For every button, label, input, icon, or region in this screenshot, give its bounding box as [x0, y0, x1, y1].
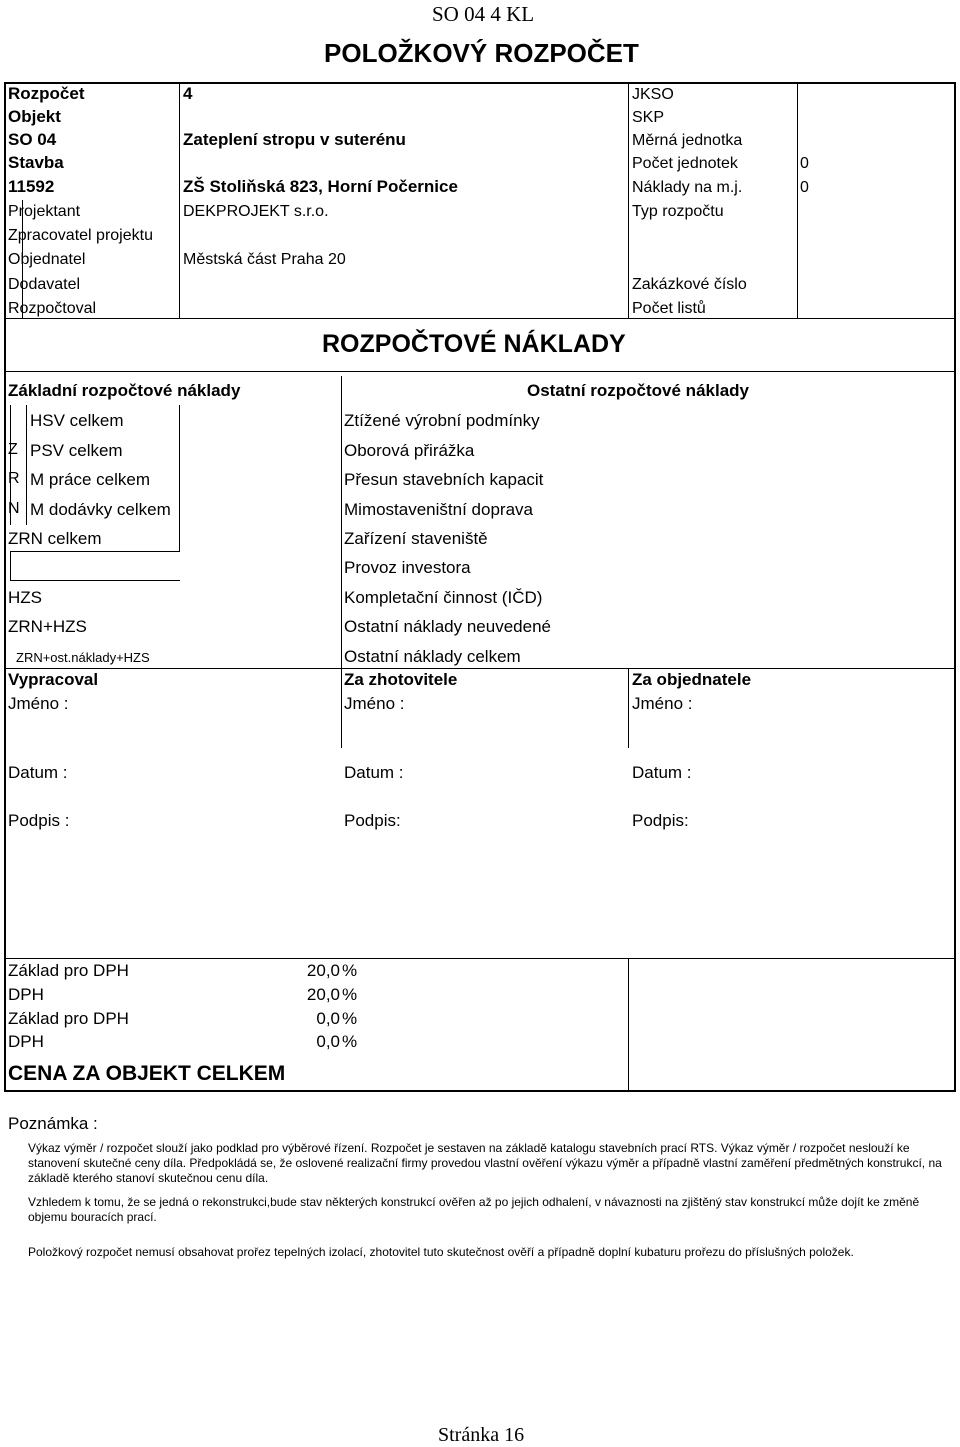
header-right-label: Měrná jednotka	[632, 132, 743, 149]
header-label: Objekt	[8, 107, 61, 126]
other-cost-item: Mimostaveništní doprava	[344, 500, 533, 519]
header-right-label: JKSO	[632, 86, 674, 103]
header-value: 4	[183, 84, 193, 103]
sig-name: Jméno :	[8, 694, 69, 713]
vat-label: DPH	[8, 1032, 44, 1051]
basic-cost-item: HZS	[8, 588, 42, 607]
sig-title-client: Za objednatele	[632, 670, 752, 689]
header-right-label: Počet jednotek	[632, 155, 738, 172]
sig-signature: Podpis:	[632, 811, 689, 830]
page-number: Stránka 16	[438, 1424, 525, 1446]
header-value: ZŠ Stoliňská 823, Horní Počernice	[183, 177, 458, 196]
vat-value: 0,0	[316, 1032, 340, 1051]
header-label: Dodavatel	[8, 276, 81, 293]
other-cost-item: Přesun stavebních kapacit	[344, 470, 544, 489]
vat-unit: %	[342, 1009, 358, 1028]
sig-name: Jméno :	[632, 694, 693, 713]
vat-value: 20,0	[306, 985, 340, 1004]
header-label: SO 04	[8, 130, 57, 149]
header-label: Objednatel	[8, 251, 86, 268]
vat-label: Základ pro DPH	[8, 1009, 129, 1028]
vat-value: 0,0	[316, 1009, 340, 1028]
header-label: Zpracovatel projektu	[8, 227, 153, 244]
header-label: 11592	[8, 177, 55, 196]
header-label: Rozpočtoval	[8, 300, 97, 317]
sig-date: Datum :	[8, 763, 68, 782]
sig-date: Datum :	[344, 763, 404, 782]
other-cost-item: Ostatní náklady celkem	[344, 647, 521, 666]
side-letter: N	[8, 500, 20, 517]
vat-value: 20,0	[306, 961, 340, 980]
note-paragraph: Položkový rozpočet nemusí obsahovat prořez tepelných izolací, zhotovitel tuto skutečnost ověří a případně doplní kubaturu prořezu do příslušných položek.	[28, 1245, 854, 1259]
other-cost-item: Zařízení staveniště	[344, 529, 488, 548]
page-title: POLOŽKOVÝ ROZPOČET	[324, 38, 639, 68]
header-right-label: Náklady na m.j.	[632, 179, 743, 196]
basic-cost-item: ZRN+ost.náklady+HZS	[16, 650, 150, 665]
note-paragraph: Výkaz výměr / rozpočet slouží jako podklad pro výběrové řízení. Rozpočet je sestaven na základě katalogu stavebních prací RTS. Výkaz výměr / rozpočet neslouží ke stanovení skutečné ceny díla. Předpokládá se, že oslovené realizační firmy provedou vlastní ověření výkazu výměr a případně vlastní zaměření předmětných konstrukcí, na základě kterého stanoví skutečnou cenu díla.	[28, 1141, 942, 1185]
basic-cost-item: M dodávky celkem	[30, 500, 171, 519]
basic-cost-item: M práce celkem	[30, 470, 150, 489]
header-label: Rozpočet	[8, 84, 85, 103]
document-code: SO 04 4 KL	[432, 2, 535, 26]
other-cost-item: Ztížené výrobní podmínky	[344, 411, 540, 430]
header-value: Městská část Praha 20	[183, 251, 346, 268]
header-label: Stavba	[8, 153, 64, 172]
header-value: DEKPROJEKT s.r.o.	[183, 203, 329, 220]
header-label: Projektant	[8, 203, 81, 220]
sig-title-prepared: Vypracoval	[8, 670, 99, 689]
vat-label: DPH	[8, 985, 44, 1004]
vat-label: Základ pro DPH	[8, 961, 129, 980]
other-cost-item: Oborová přirážka	[344, 441, 475, 460]
note-paragraph: Vzhledem k tomu, že se jedná o rekonstrukci,bude stav některých konstrukcí ověřen až po jejich odhalení, v návaznosti na zjištěný stav konstrukcí může dojít ke změně objemu bouracích prací.	[28, 1195, 920, 1224]
header-right-label: Počet listů	[632, 300, 706, 317]
header-right-label: SKP	[632, 109, 665, 126]
other-cost-item: Kompletační činnost (IČD)	[344, 588, 543, 607]
basic-costs-title: Základní rozpočtové náklady	[8, 381, 241, 400]
vat-unit: %	[342, 1032, 358, 1051]
header-right-value: 0	[800, 155, 809, 172]
vat-unit: %	[342, 961, 358, 980]
header-value: Zateplení stropu v suterénu	[183, 130, 406, 149]
vat-unit: %	[342, 985, 358, 1004]
basic-cost-item: HSV celkem	[30, 411, 124, 430]
basic-cost-item: ZRN celkem	[8, 529, 102, 548]
sig-name: Jméno :	[344, 694, 405, 713]
header-right-value: 0	[800, 179, 809, 196]
notes-title: Poznámka :	[8, 1114, 98, 1133]
total-price-label: CENA ZA OBJEKT CELKEM	[8, 1062, 286, 1085]
sig-signature: Podpis:	[344, 811, 401, 830]
side-letter: Z	[8, 441, 18, 458]
section-title: ROZPOČTOVÉ NÁKLADY	[322, 330, 626, 358]
sig-date: Datum :	[632, 763, 692, 782]
sig-title-contractor: Za zhotovitele	[344, 670, 458, 689]
header-right-label: Zakázkové číslo	[632, 276, 747, 293]
sig-signature: Podpis :	[8, 811, 70, 830]
other-costs-title: Ostatní rozpočtové náklady	[527, 381, 749, 400]
side-letter: R	[8, 470, 20, 487]
basic-cost-item: PSV celkem	[30, 441, 123, 460]
other-cost-item: Ostatní náklady neuvedené	[344, 617, 551, 636]
basic-cost-item: ZRN+HZS	[8, 617, 87, 636]
other-cost-item: Provoz investora	[344, 558, 471, 577]
header-right-label: Typ rozpočtu	[632, 203, 724, 220]
